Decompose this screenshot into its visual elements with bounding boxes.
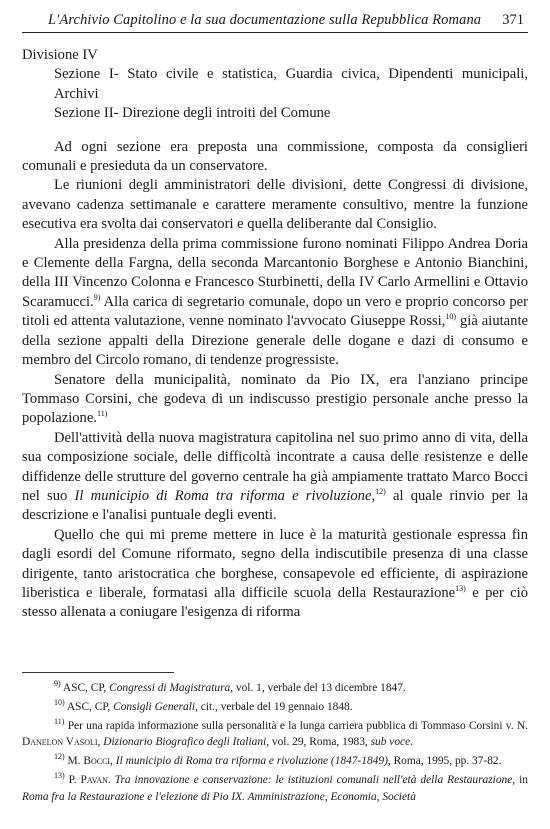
footnote-13: $^{13)}$ P. Pavan. Tra innovazione e conservazione: le istituzioni comunali nell'età della Restaurazione, in Roma fra la Restaurazione e l'elezione di Pio IX. Amministrazione, Economia, Società (22, 771, 528, 803)
footnote-ref[interactable]: 9) (93, 293, 101, 303)
footnote-ref[interactable]: 12) (375, 487, 386, 497)
footnotes (22, 680, 528, 808)
section-2: Sezione II- Direzione degli introiti del Comune (54, 105, 331, 122)
footnote-10: $^{10)}$ ASC, CP, Consigli Generali, cit., verbale del 19 gennaio 1848. (54, 698, 353, 713)
section-1: Sezione I- Stato civile e statistica, Guardia civica, Dipendenti municipali, Archivi (54, 66, 528, 102)
paragraph-6: Quello che qui mi preme mettere in luce è la maturità gestionale espressa fin dagli esordi del Comune riformato, segno della indiscutibile presenza di una classe dirigente, tanto aristocratica che borghese, consapevole ed efficiente, di aspirazione liberistica e liberale, formatasi alla difficile scuola della Restaurazione$^{13)}$ e per ciò stesso allenata a coniugare l'esigenza di riforma (22, 526, 528, 621)
paragraph-3: Alla presidenza della prima commissione furono nominati Filippo Andrea Doria e Clemente della Fargna, della seconda Marcantonio Borghese e Antonio Bianchini, della III Vincenzo Colonna e Francesco Sturbinetti, della IV Carlo Armellini e Ottavio Scaramucci.$^{9)}$ Alla carica di segretario comunale, dopo un vero e proprio concorso per titoli ed attenta valutazione, venne nominato l'avvocato Giuseppe Rossi,$^{10)}$ già aiutante della sezione appalti della Direzione generale delle dogane e dazi di consumo e membro del Circolo romano, di tendenze progressiste. (22, 235, 528, 369)
footnote-9: $^{9)}$ ASC, CP, Congressi di Magistratura, vol. 1, verbale del 13 dicembre 1847. (54, 679, 406, 694)
footnote-divider (22, 672, 174, 673)
paragraph-2: Le riunioni degli amministratori delle divisioni, dette Congressi di divisione, avevano cadenza settimanale e carattere meramente consultivo, mentre la funzione esecutiva era svolta dai conservatori e quella deliberante dal Consiglio. (22, 177, 528, 233)
footnote-11: $^{11)}$ Per una rapida informazione sulla personalità e la lunga carriera pubblica di Tommaso Corsini v. N. Danelon Vasoli, Dizionario Biografico degli Italiani, vol. 29, Roma, 1983, sub voce. (22, 716, 528, 749)
running-title: L'Archivio Capitolino e la sua documentazione sulla Repubblica Romana (48, 12, 482, 28)
main-text (22, 46, 528, 623)
footnote-ref[interactable]: 13) (455, 584, 466, 594)
division-heading: Divisione IV (22, 47, 98, 63)
book-title: Il municipio di Roma tra riforma e rivoluzione (74, 487, 372, 504)
page-number: 371 (502, 12, 524, 28)
paragraph-5: Dell'attività della nuova magistratura capitolina nel suo primo anno di vita, della sua composizione sociale, delle difficoltà incontrate a causa delle resistenze e delle diffidenze delle strutture del governo centrale ha già ampiamente trattato Marco Bocci nel suo Il municipio di Roma tra riforma e rivoluzione,$^{12)}$ al quale rinvio per la descrizione e l'analisi puntuale degli eventi. (22, 429, 529, 524)
footnote-12: $^{12)}$ M. Bocci, Il municipio di Roma tra riforma e rivoluzione (1847-1849), Roma, 1995, pp. 37-82. (54, 752, 502, 768)
paragraph-4: Senatore della municipalità, nominato da Pio IX, era l'anziano principe Tommaso Corsini, che godeva di un indiscusso prestigio personale anche presso la popolazione.$^{11)}$ (22, 371, 528, 427)
footnote-ref[interactable]: 11) (96, 409, 108, 419)
running-header (22, 8, 528, 33)
paragraph-1: Ad ogni sezione era preposta una commissione, composta da consiglieri comunali e presieduta da un conservatore. (22, 138, 528, 175)
footnote-ref[interactable]: 10) (445, 312, 457, 322)
